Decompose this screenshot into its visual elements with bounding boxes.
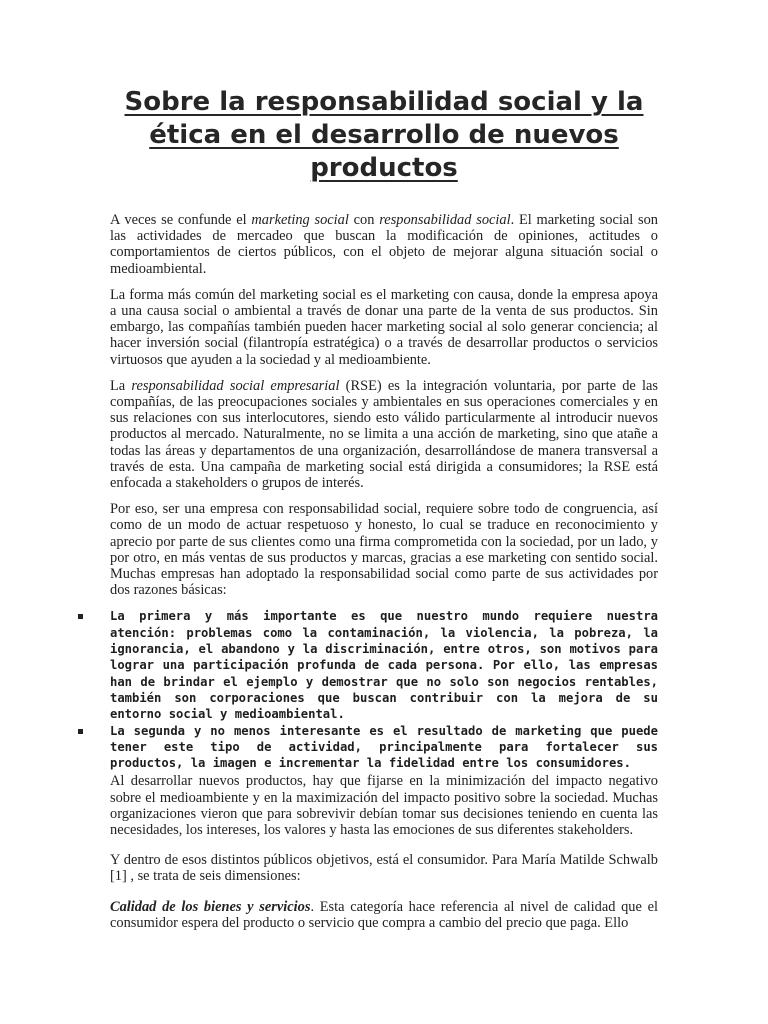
list-item-text: La segunda y no menos interesante es el resultado de marketing que puede tener este tipo de actividad, principalmente para fortalecer sus productos, la imagen e incrementar la fidelidad entre los consumidores.: [110, 723, 658, 771]
document-title: Sobre la responsabilidad social y la ética en el desarrollo de nuevos productos: [124, 87, 644, 183]
text-run: La: [110, 377, 132, 394]
text-run: (RSE) es la integración voluntaria, por parte de las compañías, de las preocupaciones sociales y ambientales en sus operaciones comerciales y en sus relaciones con sus interlocutores, siendo esto válido particularmente al introducir nuevos productos al mercado. Naturalmente, no se limita a una acción de marketing, sino que atañe a todas las áreas y departamentos de una organización, desarrollándose de manera transversal a través de esta. Una campaña de marketing social está dirigida a consumidores; la RSE está enfocada a stakeholders o grupos de interés.: [110, 377, 658, 492]
list-item: [78, 608, 658, 722]
list-item: [78, 723, 658, 772]
paragraph-calidad: [110, 899, 658, 931]
text-run: . El marketing social son las actividades de mercadeo que buscan la modificación de opiniones, actitudes o comportamientos de ciertos públicos, con el objeto de mejorar alguna situación social o medioambiental.: [110, 212, 659, 277]
reasons-list: [78, 608, 658, 771]
emphasis-calidad: Calidad de los bienes y servicios: [110, 898, 311, 915]
emphasis-marketing-social: marketing social: [251, 212, 349, 228]
text-run: . Esta categoría hace referencia al nivel de calidad que el consumidor espera del producto o servicio que compra a cambio del precio que paga. Ello: [110, 898, 658, 931]
list-item-text: La primera y más importante es que nuestro mundo requiere nuestra atención: problemas como la contaminación, la violencia, la pobreza, la ignorancia, el abandono y la discriminación, entre otros, son motivos para lograr una participación profunda de cada persona. Por ello, las empresas han de brindar el ejemplo y demostrar que no solo son negocios rentables, también son corporaciones que buscan contribuir con la mejora de su entorno social y medioambiental.: [110, 609, 658, 722]
emphasis-responsabilidad-social: responsabilidad social: [379, 212, 511, 228]
emphasis-rse: responsabilidad social empresarial: [131, 377, 340, 394]
paragraph-congruencia: Por eso, ser una empresa con responsabilidad social, requiere sobre todo de congruencia, así como de un modo de actuar respetuoso y honesto, lo cual se traduce en reconocimiento y aprecio por parte de sus clientes como una firma comprometida con la sociedad, por un lado, y por otro, en más ventas de sus productos y marcas, gracias a ese marketing con sentido social. Muchas empresas han adoptado la responsabilidad social como parte de sus actividades por dos razones básicas:: [110, 501, 658, 599]
closing-section: [110, 773, 658, 931]
paragraph-marketing-causa: La forma más común del marketing social es el marketing con causa, donde la empresa apoya a una causa social o ambiental a través de donar una parte de la venta de sus productos. Sin embargo, las compañías también pueden hacer marketing social al solo generar conciencia; al hacer inversión social (filantropía estratégica) o a través de desarrollar productos o servicios virtuosos que ayuden a la sociedad y al medioambiente.: [110, 286, 658, 368]
paragraph-rse: [110, 378, 658, 491]
paragraph-intro: [110, 212, 658, 277]
text-run: A veces se confunde el: [110, 212, 252, 228]
paragraph-nuevos-productos: Al desarrollar nuevos productos, hay que fijarse en la minimización del impacto negativo sobre el medioambiente y en la maximización del impacto positivo sobre la sociedad. Muchas organizaciones vieron que para sobrevivir debían tomar sus decisiones teniendo en cuenta las necesidades, los intereses, los valores y hasta las emociones de sus diferentes stakeholders.: [110, 773, 658, 839]
document-body: [110, 212, 658, 945]
bullet-square-icon: [78, 614, 83, 619]
bullet-square-icon: [78, 729, 83, 734]
paragraph-consumidor: Y dentro de esos distintos públicos objetivos, está el consumidor. Para María Matilde Schwalb [1] , se trata de seis dimensiones:: [110, 852, 658, 885]
text-run: con: [348, 212, 380, 228]
